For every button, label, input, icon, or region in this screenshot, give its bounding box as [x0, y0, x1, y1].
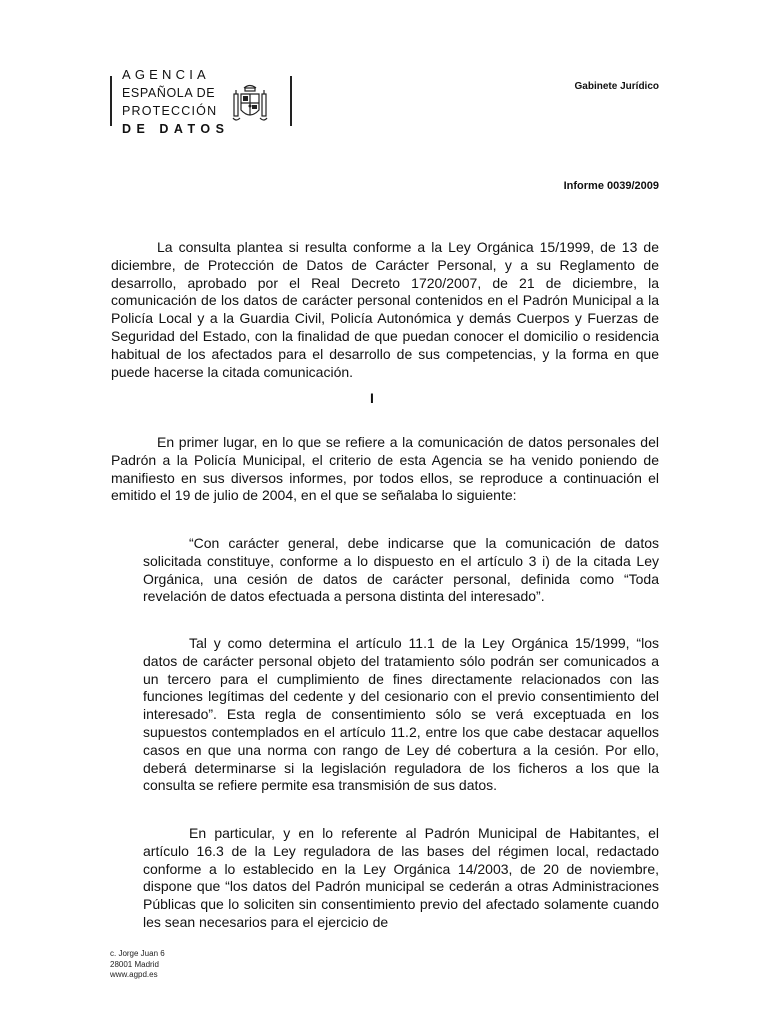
- logo-divider-right: [290, 76, 292, 126]
- quote-paragraph-3: En particular, y en lo referente al Padrón Municipal de Habitantes, el artículo 16.3 de la Ley reguladora de las bases del régimen local, redactado conforme a lo establecido en la Ley Orgánica 14/2003, de 20 de noviembre, dispone que “los datos del Padrón municipal se cederán a otras Administraciones Públicas que lo soliciten sin consentimiento previo del afectado solamente cuando les sean necesarios para el ejercicio de: [143, 825, 659, 930]
- logo-line-3: PROTECCIÓN: [122, 104, 218, 118]
- logo-line-1: AGENCIA: [122, 67, 210, 82]
- paragraph-intro: La consulta plantea si resulta conforme a la Ley Orgánica 15/1999, de 13 de diciembre, de Protección de Datos de Carácter Personal, y a su Reglamento de desarrollo, aprobado por el Real Decreto 1720/2007, de 21 de diciembre, la comunicación de los datos de carácter personal contenidos en el Padrón Municipal a la Policía Local y a la Guardia Civil, Policía Autonómica y demás Cuerpos y Fuerzas de Seguridad del Estado, con la finalidad de que puedan conocer el domicilio o residencia habitual de los afectados para el desarrollo de sus competencias, y la forma en que puede hacerse la citada comunicación.: [111, 239, 659, 380]
- logo-line-2: ESPAÑOLA DE: [122, 86, 216, 100]
- footer-street: c. Jorge Juan 6: [110, 949, 165, 958]
- footer-city: 28001 Madrid: [110, 959, 159, 969]
- section-heading: I: [370, 390, 374, 406]
- quote-paragraph-2: Tal y como determina el artículo 11.1 de la Ley Orgánica 15/1999, “los datos de carácter personal objeto del tratamiento sólo podrán ser comunicados a un tercero para el cumplimiento de fines directamente relacionados con las funciones legítimas del cedente y del cesionario con el previo consentimiento del interesado”. Esta regla de consentimiento sólo se verá exceptuada en los supuestos contemplados en el artículo 11.2, entre los que cabe destacar aquellos casos en que una norma con rango de Ley dé cobertura a la cesión. Por ello, deberá determinarse si la legislación reguladora de los ficheros a los que la consulta se refiere permite esa transmisión de sus datos.: [143, 635, 659, 794]
- report-number: Informe 0039/2009: [563, 180, 659, 192]
- paragraph-first: En primer lugar, en lo que se refiere a la comunicación de datos personales del Padrón a la Policía Municipal, el criterio de esta Agencia se ha venido poniendo de manifiesto en sus diversos informes, por todos ellos, se reproduce a continuación el emitido el 19 de julio de 2004, en el que se señalaba lo siguiente:: [111, 434, 659, 504]
- logo-divider-left: [110, 76, 112, 126]
- logo-line-4: DE DATOS: [122, 122, 230, 136]
- coat-of-arms-icon: [232, 82, 268, 126]
- quote-paragraph-1: “Con carácter general, debe indicarse que la comunicación de datos solicitada constituye, conforme a lo dispuesto en el artículo 3 i) de la citada Ley Orgánica, una cesión de datos de carácter personal, definida como “Toda revelación de datos efectuada a persona distinta del interesado”.: [143, 535, 659, 605]
- footer-website: www.agpd.es: [110, 970, 158, 979]
- agency-logo: [122, 66, 229, 138]
- footer-address: [110, 949, 165, 981]
- department-label: Gabinete Jurídico: [574, 81, 659, 92]
